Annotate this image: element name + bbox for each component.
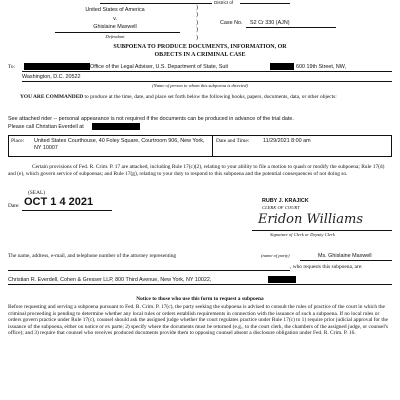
recipient-city-line: [22, 81, 392, 82]
recipient-line: [22, 71, 392, 72]
recipient-caption: (Name of person to whom this subpoena is directed): [152, 83, 248, 88]
issue-date-line: [22, 210, 112, 211]
recipient-city: Washington, D.C. 20522: [22, 74, 81, 80]
to-label: To:: [8, 64, 16, 70]
place-value: United States Courthouse, 40 Foley Square, Courtroom 906, New York, NY 10007: [34, 138, 205, 151]
issue-date: OCT 1 4 2021: [24, 196, 94, 208]
defendant-name: Ghislaine Maxwell: [93, 24, 137, 30]
date-time-label: Date and Time:: [216, 138, 250, 144]
district-label: District of: [214, 0, 234, 5]
command-text: to produce at the time, date, and place set forth below the following books, papers, documents, data, or other objects:: [83, 94, 337, 100]
case-number-label: Case No.: [220, 20, 243, 26]
document-title-line1: SUBPOENA TO PRODUCE DOCUMENTS, INFORMATION, OR: [113, 44, 287, 50]
redaction-box: [270, 63, 294, 70]
attorney-lead: The name, address, e-mail, and telephone number of the attorney representing: [8, 253, 177, 259]
redaction-box: [268, 276, 296, 283]
requests-text: , who requests this subpoena, are:: [290, 264, 363, 270]
document-title-line2: OBJECTS IN A CRIMINAL CASE: [154, 52, 246, 58]
rules-paragraph: Certain provisions of Fed. R. Crim. P. 17 are attached, including Rule 17(c)(2), relating to your ability to file a motion to quash or modify the subpoena; Rule 17(d) and (e), which govern service of subpoenas; and Rule 17(g), relating to your duty to respond to this subpoena and the potential consequences of not doing so.: [8, 164, 385, 177]
clerk-name: RUBY J. KRAJICK: [262, 198, 309, 204]
date-time-value: 11/29/2021 8:00 am: [263, 138, 311, 144]
command-lead: YOU ARE COMMANDED: [20, 94, 84, 100]
recipient-street: 600 19th Street, NW,: [296, 64, 347, 70]
defendant-line: [55, 32, 180, 33]
signature-caption: Signature of Clerk or Deputy Clerk: [270, 232, 335, 237]
party-caption: (name of party): [261, 253, 290, 258]
notice-heading: Notice to those who use this form to request a subpoena: [136, 296, 264, 302]
caption-brackets: ) ) ) ) ): [196, 5, 198, 41]
place-table-divider: [212, 135, 213, 156]
attorney-address: Christian R. Everdell, Cohen & Gresser LLP, 800 Third Avenue, New York, NY 10022,: [8, 277, 212, 283]
defendant-caption: Defendant: [105, 34, 125, 39]
place-label: Place:: [11, 138, 25, 144]
place-table-right: [391, 135, 392, 156]
clerk-signature: Eridon Williams: [258, 212, 364, 227]
place-table-bottom: [8, 156, 392, 157]
district-line-left: [100, 3, 212, 4]
signature-line: [252, 230, 392, 231]
rider-line2: Please call Christian Everdell at: [8, 124, 84, 130]
rider-line1: See attached rider -- personal appearance is not required if the documents can be produced in advance of the trial date.: [8, 116, 294, 122]
seal-label: (SEAL): [28, 190, 46, 196]
command-paragraph: [20, 94, 392, 101]
place-table-left: [8, 135, 9, 156]
party-line-2: [8, 270, 290, 271]
redaction-box: [92, 123, 140, 130]
date-label: Date:: [8, 203, 20, 209]
attorney-address-line: [8, 284, 392, 285]
case-number-line: [246, 27, 336, 28]
recipient-office: Office of the Legal Adviser, U.S. Department of State, Suit: [90, 64, 229, 70]
plaintiff-name: United States of America: [85, 7, 145, 13]
place-table-top: [8, 135, 392, 136]
case-number: S2 Cr 330 (AJN): [250, 20, 290, 26]
versus-label: v.: [113, 16, 117, 22]
district-line-right: [240, 3, 290, 4]
clerk-title: CLERK OF COURT: [262, 205, 300, 210]
party-line: [300, 260, 392, 261]
notice-paragraph: Before requesting and serving a subpoena pursuant to Fed. R. Crim. P. 17(c), the party seeking the subpoena is advised to consult the rules of practice of the court in which the criminal proceeding is pending to determine whether any local rules or orders establish requirements in connection with the issuance of such a subpoena. If no local rules or orders govern practice under Rule 17(c), counsel should ask the assigned judge whether the court regulates practice under Rule 17(c) to 1) require prior judicial approval for the issuance of the subpoena, either on notice or ex parte; 2) specify where the documents must be returned (e.g., to the court clerk, the chambers of the assigned judge, or counsel's office); and 3) require that counsel who receives produced documents provide them to opposing counsel absent a disclosure obligation under Fed. R. Crim. P. 16.: [8, 304, 388, 337]
redaction-box: [24, 63, 90, 70]
party-name: Ms. Ghislaine Maxwell: [318, 253, 372, 259]
